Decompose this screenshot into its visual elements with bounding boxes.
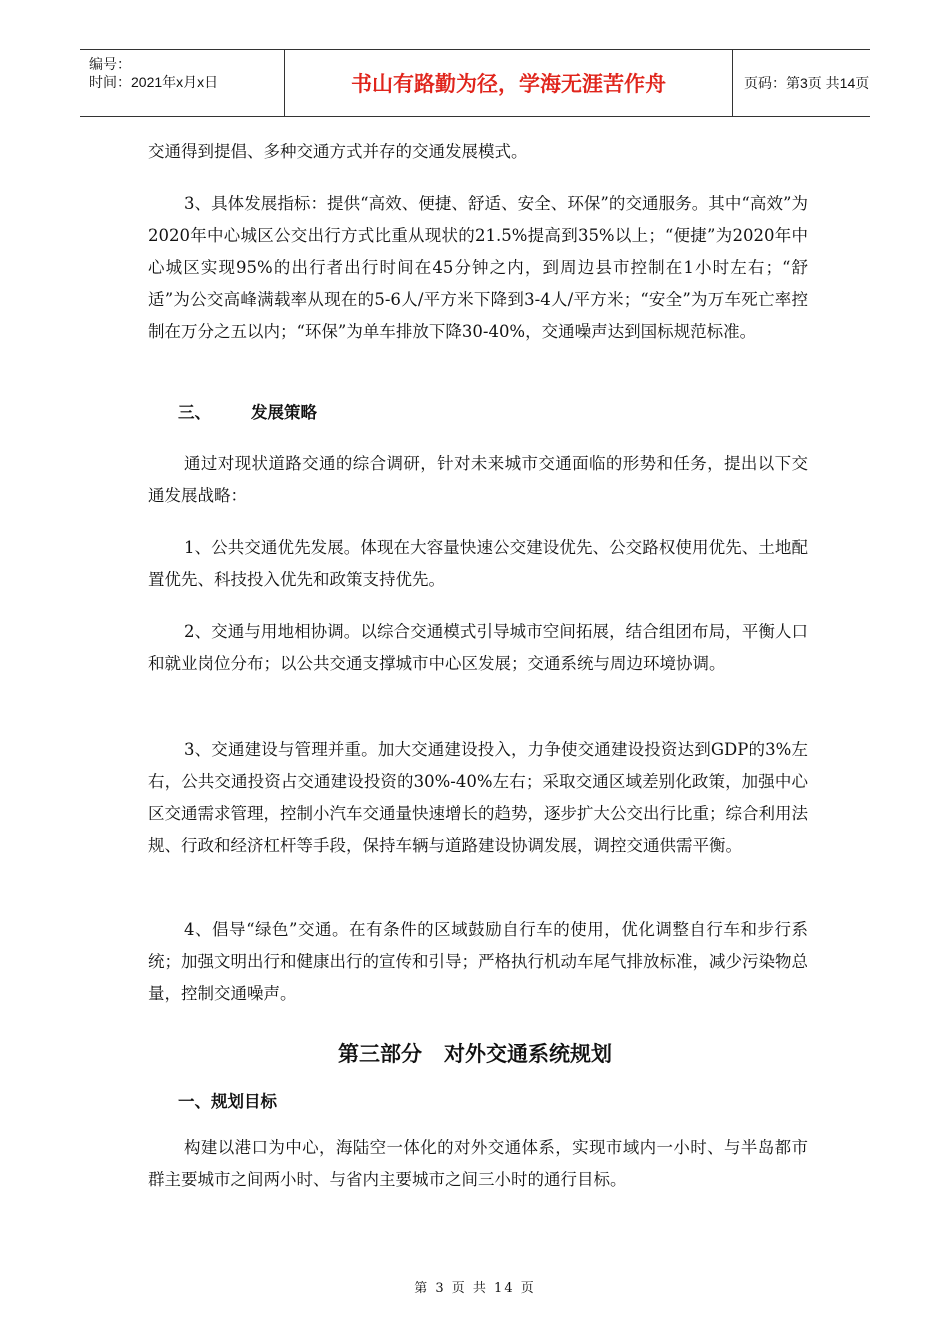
header-page-info: 页码：第3页 共14页 bbox=[744, 75, 870, 91]
part-heading bbox=[0, 1038, 950, 1068]
paragraph-strategy-1: 1、公共交通优先发展。体现在大容量快速公交建设优先、公交路权使用优先、土地配置优先、科技投入优先和政策支持优先。 bbox=[148, 538, 808, 589]
paragraph-development-indicators: 3、具体发展指标：提供“高效、便捷、舒适、安全、环保”的交通服务。其中“高效”为2020年中心城区公交出行方式比重从现状的21.5%提高到35%以上；“便捷”为2020年中心城区实现95%的出行者出行时间在45分钟之内，到周边县市控制在1小时左右；“舒适”为公交高峰满载率从现在的5-6人/平方米下降到3-4人/平方米；“安全”为万车死亡率控制在万分之五以内；“环保”为单车排放下降30-40%，交通噪声达到国标规范标准。 bbox=[148, 194, 808, 341]
header-motto: 书山有路勤为径，学海无涯苦作舟 bbox=[285, 50, 733, 116]
paragraph-strategy-4: 4、倡导“绿色”交通。在有条件的区域鼓励自行车的使用，优化调整自行车和步行系统；加强文明出行和健康出行的宣传和引导；严格执行机动车尾气排放标准，减少污染物总量，控制交通噪声。 bbox=[148, 920, 808, 1003]
page-header bbox=[80, 49, 870, 117]
paragraph-strategy-3: 3、交通建设与管理并重。加大交通建设投入，力争使交通建设投资达到GDP的3%左右，公共交通投资占交通建设投资的30%-40%左右；采取交通区域差别化政策，加强中心区交通需求管理，控制小汽车交通量快速增长的趋势，逐步扩大公交出行比重；综合利用法规、行政和经济杠杆等手段，保持车辆与道路建设协调发展，调控交通供需平衡。 bbox=[148, 740, 808, 855]
paragraph-planning-goal: 构建以港口为中心，海陆空一体化的对外交通体系，实现市域内一小时、与半岛都市群主要城市之间两小时、与省内主要城市之间三小时的通行目标。 bbox=[148, 1138, 808, 1189]
page-footer: 第 3 页 共 14 页 bbox=[414, 1281, 536, 1296]
section-title: 发展策略 bbox=[251, 403, 317, 422]
part-title: 对外交通系统规划 bbox=[444, 1042, 612, 1066]
section-number: 三、 bbox=[178, 403, 211, 422]
paragraph-strategy-2: 2、交通与用地相协调。以综合交通模式引导城市空间拓展，结合组团布局，平衡人口和就业岗位分布；以公共交通支撑城市中心区发展；交通系统与周边环境协调。 bbox=[148, 622, 808, 673]
paragraph-continued: 交通得到提倡、多种交通方式并存的交通发展模式。 bbox=[148, 142, 528, 161]
part-number: 第三部分 bbox=[338, 1042, 422, 1066]
subheading-planning-goal: 一、规划目标 bbox=[178, 1092, 277, 1111]
document-time-label: 时间：2021年x月x日 bbox=[89, 74, 219, 90]
paragraph-strategy-intro: 通过对现状道路交通的综合调研，针对未来城市交通面临的形势和任务，提出以下交通发展战略： bbox=[148, 454, 808, 505]
section-heading-strategy bbox=[178, 399, 317, 423]
document-number-label: 编号： bbox=[89, 56, 131, 72]
header-meta bbox=[80, 50, 285, 116]
